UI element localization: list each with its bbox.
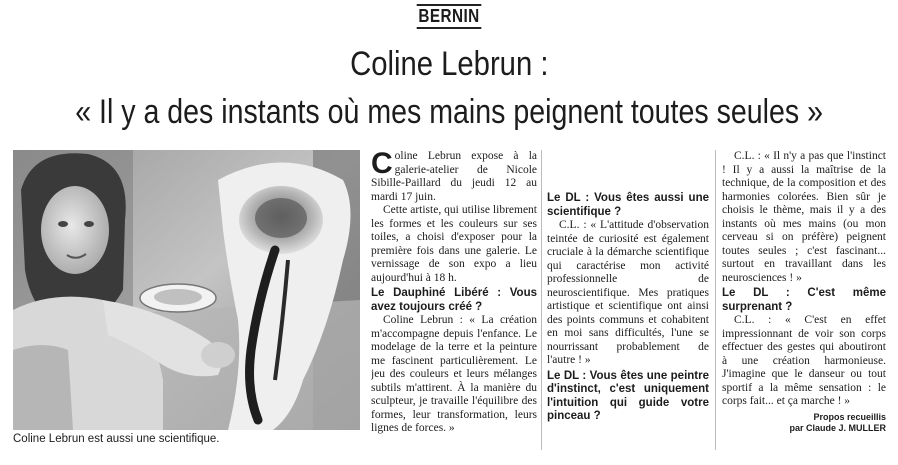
column-rule: [541, 150, 542, 450]
paragraph: Cette artiste, qui utilise librement les formes et les couleurs sur ses toiles, a choisi d'exposer pour la première fois dans une galerie. Le vernissage de son expo a lieu aujourd'hui à 18 h.: [371, 204, 537, 284]
signature-line-2: par Claude J. MULLER: [789, 422, 886, 433]
article-photo: [13, 150, 360, 430]
answer-2: C.L. : « L'attitude d'observation teintée de curiosité est également cruciale à la démarche scientifique qui caractérise mon activité professionnelle de neuroscientifique. Mes pratiques artistique et scientifique ont ainsi des points communs et cohabitent en moi sans difficultés, l'une se nourrissant probablement de l'autre ! »: [547, 219, 709, 366]
question-4: Le DL : C'est même surprenant ?: [722, 287, 886, 313]
photo-image: [13, 150, 360, 430]
question-2: Le DL : Vous êtes aussi une scientifique ?: [547, 192, 709, 218]
question-1: Le Dauphiné Libéré : Vous avez toujours créé ?: [371, 287, 537, 313]
question-3: Le DL : Vous êtes une peintre d'instinct, c'est uniquement l'intuition qui guide votre pinceau ?: [547, 369, 709, 422]
column-rule: [715, 150, 716, 450]
drop-cap: C: [371, 150, 393, 180]
headline-line-1: Coline Lebrun :: [349, 45, 549, 83]
headline-line-2: « Il y a des instants où mes mains peignent toutes seules »: [75, 93, 823, 131]
rubric-label: BERNIN: [417, 4, 482, 29]
headline-name: [0, 44, 898, 84]
intro-paragraph: [371, 150, 537, 204]
answer-1: Coline Lebrun : « La création m'accompagne depuis l'enfance. Le modelage de la terre et la peinture me fascinent particulièrement. Le jeu des couleurs et leurs mélanges subtils m'attirent. À la manière du sculpteur, je travaille l'équilibre des formes, leur transformation, leurs lignes de forces. »: [371, 314, 537, 434]
signature-line-1: Propos recueillis: [813, 411, 886, 422]
article-column-3: [722, 150, 886, 452]
answer-3: C.L. : « Il n'y a pas que l'instinct ! Il y a aussi la maîtrise de la technique, de la composition et des harmonies colorées. Bien sûr je choisis le thème, mais il y a des instants où mes mains (ou mon cerveau si on préfère) peignent toutes seules ; c'est fascinant... surtout en travaillant dans les neurosciences ! »: [722, 150, 886, 284]
article-column-2: [547, 150, 709, 452]
answer-4: C.L. : « C'est en effet impressionnant de voir son corps effectuer des gestes qui aboutiront à une création harmonieuse. J'imagine que le danseur ou tout sportif a la même sensation : le corps fait... et ça marche ! »: [722, 314, 886, 407]
headline-quote: [0, 92, 898, 132]
section-rubric: [0, 4, 898, 29]
article-column-1: [371, 150, 537, 452]
intro-text: oline Lebrun expose à la galerie-atelier de Nicole Sibille-Paillard du jeudi 12 au mardi 17 juin.: [371, 150, 537, 203]
photo-caption: Coline Lebrun est aussi une scientifique.: [13, 433, 220, 445]
